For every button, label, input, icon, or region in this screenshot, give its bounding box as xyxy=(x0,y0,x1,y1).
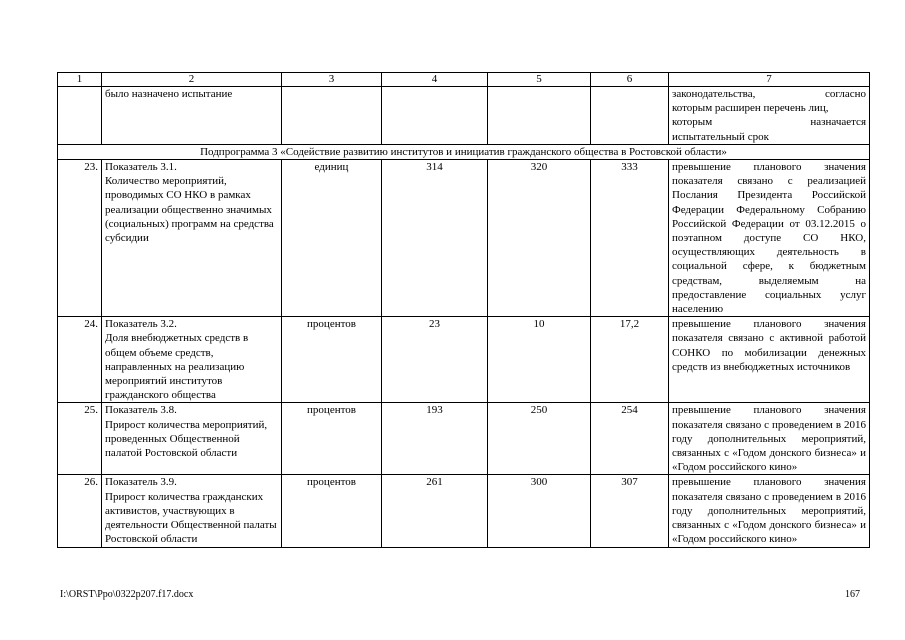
row-number: 24. xyxy=(58,317,102,403)
value-cell: 250 xyxy=(488,403,591,475)
table-row xyxy=(58,403,870,475)
value-cell: 254 xyxy=(591,403,669,475)
value-cell: 300 xyxy=(488,475,591,547)
comment-line: которым расширен перечень лиц, xyxy=(672,102,829,115)
value-cell: 320 xyxy=(488,160,591,317)
header-cell: 5 xyxy=(488,73,591,87)
comment-cell: превышение планового значения показателя связано с активной работой СОНКО по мобилизации денежных средств из внебюджетных источников xyxy=(669,317,870,403)
table-row xyxy=(58,475,870,547)
unit-cell: единиц xyxy=(282,160,382,317)
comment-line: испытательный срок xyxy=(672,130,769,143)
header-row xyxy=(58,73,870,87)
header-cell: 4 xyxy=(382,73,488,87)
header-cell: 7 xyxy=(669,73,870,87)
continuation-row xyxy=(58,87,870,145)
table-row xyxy=(58,160,870,317)
value-cell: 193 xyxy=(382,403,488,475)
continuation-text: было назначено испытание xyxy=(102,87,282,145)
indicator-cell: Показатель 3.2. Доля внебюджетных средств в общем объеме средств, направленных на реализацию мероприятий институтов гражданского общества xyxy=(102,317,282,403)
file-path: I:\ORST\Ppo\0322p207.f17.docx xyxy=(60,589,194,600)
indicator-cell: Показатель 3.9. Прирост количества гражданских активистов, участвующих в деятельности Общественной палаты Ростовской области xyxy=(102,475,282,547)
row-number: 26. xyxy=(58,475,102,547)
comment-cell: превышение планового значения показателя связано с проведением в 2016 году дополнительных мероприятий, связанных с «Годом донского бизнеса» и «Годом российского кино» xyxy=(669,403,870,475)
row-number: 23. xyxy=(58,160,102,317)
comment-line: законодательства, согласно xyxy=(672,88,866,100)
value-cell: 314 xyxy=(382,160,488,317)
subprogram-row xyxy=(58,144,870,159)
header-cell: 3 xyxy=(282,73,382,87)
unit-cell: процентов xyxy=(282,317,382,403)
value-cell: 23 xyxy=(382,317,488,403)
report-table xyxy=(57,72,870,548)
indicator-cell: Показатель 3.8. Прирост количества мероприятий, проведенных Общественной палатой Ростовской области xyxy=(102,403,282,475)
header-cell: 1 xyxy=(58,73,102,87)
table-row xyxy=(58,317,870,403)
value-cell: 261 xyxy=(382,475,488,547)
page-number: 167 xyxy=(845,589,860,600)
unit-cell: процентов xyxy=(282,403,382,475)
comment-cell: превышение планового значения показателя связано с проведением в 2016 году дополнительных мероприятий, связанных с «Годом донского бизнеса» и «Годом российского кино» xyxy=(669,475,870,547)
header-cell: 2 xyxy=(102,73,282,87)
value-cell: 307 xyxy=(591,475,669,547)
indicator-cell: Показатель 3.1. Количество мероприятий, проводимых СО НКО в рамках реализации общественно значимых (социальных) программ на средства субсидии xyxy=(102,160,282,317)
unit-cell: процентов xyxy=(282,475,382,547)
value-cell: 10 xyxy=(488,317,591,403)
comment-line: которым назначается xyxy=(672,116,866,129)
header-cell: 6 xyxy=(591,73,669,87)
value-cell: 17,2 xyxy=(591,317,669,403)
value-cell: 333 xyxy=(591,160,669,317)
subprogram-title: Подпрограмма 3 «Содействие развитию институтов и инициатив гражданского общества в Ростовской области» xyxy=(58,144,870,159)
comment-cell: превышение планового значения показателя связано с реализацией Послания Президента Российской Федерации Федеральному Собранию Российской Федерации от 03.12.2015 о поэтапном доступе СО НКО, осуществляющих деятельность в социальной сфере, к бюджетным средствам, выделяемым на предоставление социальных услуг населению xyxy=(669,160,870,317)
row-number: 25. xyxy=(58,403,102,475)
continuation-comment xyxy=(669,87,870,145)
